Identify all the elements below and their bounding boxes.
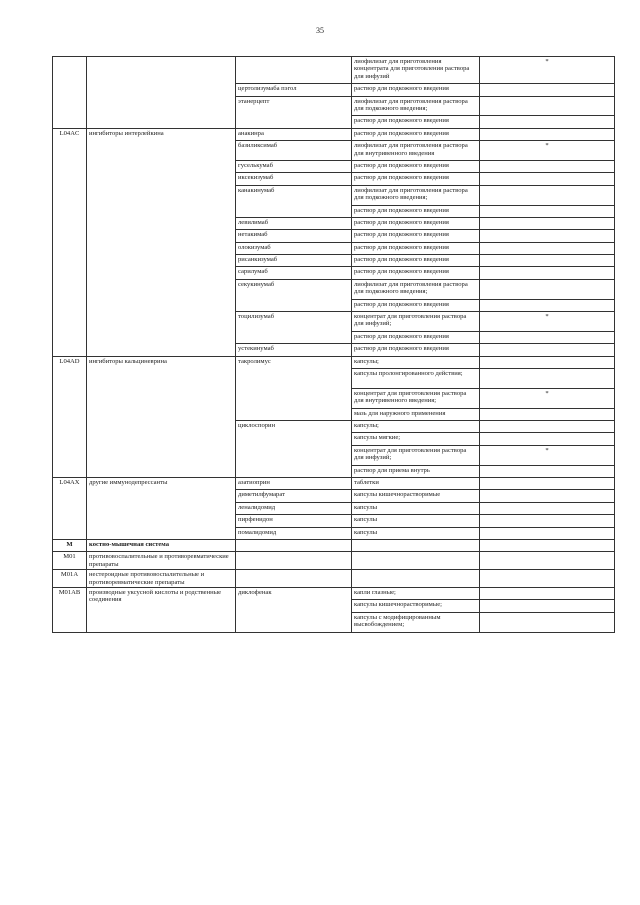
dosage-form-cell bbox=[352, 570, 480, 588]
dosage-form-cell: лиофилизат для приготовления раствора для подкожного введения; bbox=[352, 279, 480, 299]
note-mark-cell bbox=[480, 267, 615, 279]
ingredient-cell: левилимаб bbox=[236, 217, 352, 229]
group-name-cell: ингибиторы кальциневрина bbox=[87, 356, 236, 477]
section-row bbox=[53, 539, 615, 551]
group-name-cell: противовоспалительные и противоревматические препараты bbox=[87, 552, 236, 570]
medication-table bbox=[52, 56, 615, 633]
note-mark-cell bbox=[480, 465, 615, 477]
note-mark-cell bbox=[480, 477, 615, 489]
table-row bbox=[53, 552, 615, 570]
atc-code-cell: M bbox=[53, 539, 87, 551]
atc-code-cell: L04AC bbox=[53, 128, 87, 356]
dosage-form-cell: лиофилизат для приготовления концентрата для приготовления раствора для инфузий bbox=[352, 57, 480, 84]
dosage-form-cell: лиофилизат для приготовления раствора для подкожного введения; bbox=[352, 96, 480, 116]
note-mark-cell bbox=[480, 515, 615, 527]
note-mark-cell bbox=[480, 205, 615, 217]
note-mark-cell bbox=[480, 539, 615, 551]
ingredient-cell: диклофенак bbox=[236, 587, 352, 632]
dosage-form-cell: лиофилизат для приготовления раствора для подкожного введения; bbox=[352, 185, 480, 205]
dosage-form-cell: капсулы пролонгированного действия; bbox=[352, 369, 480, 389]
table-row bbox=[53, 128, 615, 140]
note-mark-cell bbox=[480, 600, 615, 612]
ingredient-cell bbox=[236, 570, 352, 588]
atc-code-cell: L04AX bbox=[53, 477, 87, 539]
ingredient-cell: секукинумаб bbox=[236, 279, 352, 311]
note-mark-cell bbox=[480, 502, 615, 514]
atc-code-cell: M01 bbox=[53, 552, 87, 570]
dosage-form-cell: капсулы; bbox=[352, 356, 480, 368]
dosage-form-cell: раствор для подкожного введения bbox=[352, 84, 480, 96]
dosage-form-cell: мазь для наружного применения bbox=[352, 408, 480, 420]
atc-code-cell bbox=[53, 57, 87, 129]
table-row bbox=[53, 570, 615, 588]
ingredient-cell bbox=[236, 552, 352, 570]
note-mark-cell bbox=[480, 217, 615, 229]
note-mark-cell bbox=[480, 279, 615, 299]
group-name-cell bbox=[87, 57, 236, 129]
note-mark-cell bbox=[480, 369, 615, 389]
page-number: 35 bbox=[316, 26, 324, 35]
note-mark-cell bbox=[480, 242, 615, 254]
ingredient-cell: цертолизумаба пэгол bbox=[236, 84, 352, 96]
note-mark-cell bbox=[480, 527, 615, 539]
dosage-form-cell: капсулы bbox=[352, 527, 480, 539]
dosage-form-cell: раствор для подкожного введения bbox=[352, 230, 480, 242]
ingredient-cell bbox=[236, 57, 352, 84]
note-mark-cell bbox=[480, 185, 615, 205]
note-mark-cell: * bbox=[480, 388, 615, 408]
ingredient-cell: этанерцепт bbox=[236, 96, 352, 128]
dosage-form-cell: капсулы кишечнорастворимые; bbox=[352, 600, 480, 612]
ingredient-cell: гуселькумаб bbox=[236, 160, 352, 172]
ingredient-cell: анакинра bbox=[236, 128, 352, 140]
ingredient-cell: базиликсимаб bbox=[236, 141, 352, 161]
ingredient-cell: диметилфумарат bbox=[236, 490, 352, 502]
note-mark-cell: * bbox=[480, 445, 615, 465]
dosage-form-cell: концентрат для приготовления раствора для инфузий; bbox=[352, 312, 480, 332]
note-mark-cell: * bbox=[480, 57, 615, 84]
atc-code-cell: M01AB bbox=[53, 587, 87, 632]
dosage-form-cell: раствор для подкожного введения bbox=[352, 299, 480, 311]
ingredient-cell: тоцилизумаб bbox=[236, 312, 352, 344]
note-mark-cell bbox=[480, 612, 615, 632]
note-mark-cell bbox=[480, 173, 615, 185]
dosage-form-cell bbox=[352, 552, 480, 570]
note-mark-cell bbox=[480, 552, 615, 570]
group-name-cell: костно-мышечная система bbox=[87, 539, 236, 551]
dosage-form-cell: капсулы мягкие; bbox=[352, 433, 480, 445]
ingredient-cell: олокизумаб bbox=[236, 242, 352, 254]
table-row bbox=[53, 356, 615, 368]
note-mark-cell bbox=[480, 433, 615, 445]
dosage-form-cell: раствор для подкожного введения bbox=[352, 173, 480, 185]
ingredient-cell: нетакимаб bbox=[236, 230, 352, 242]
ingredient-cell: азатиоприн bbox=[236, 477, 352, 489]
group-name-cell: ингибиторы интерлейкина bbox=[87, 128, 236, 356]
dosage-form-cell: раствор для подкожного введения bbox=[352, 255, 480, 267]
note-mark-cell bbox=[480, 356, 615, 368]
dosage-form-cell: концентрат для приготовления раствора для инфузий; bbox=[352, 445, 480, 465]
ingredient-cell: помалидомид bbox=[236, 527, 352, 539]
dosage-form-cell: раствор для приема внутрь bbox=[352, 465, 480, 477]
note-mark-cell bbox=[480, 408, 615, 420]
dosage-form-cell: раствор для подкожного введения bbox=[352, 344, 480, 356]
ingredient-cell: сарилумаб bbox=[236, 267, 352, 279]
table-row bbox=[53, 57, 615, 84]
ingredient-cell: устекинумаб bbox=[236, 344, 352, 356]
note-mark-cell bbox=[480, 84, 615, 96]
dosage-form-cell: капли глазные; bbox=[352, 587, 480, 599]
note-mark-cell bbox=[480, 128, 615, 140]
group-name-cell: нестероидные противовоспалительные и противоревматические препараты bbox=[87, 570, 236, 588]
note-mark-cell bbox=[480, 96, 615, 116]
note-mark-cell bbox=[480, 570, 615, 588]
group-name-cell: производные уксусной кислоты и родственные соединения bbox=[87, 587, 236, 632]
dosage-form-cell: раствор для подкожного введения bbox=[352, 331, 480, 343]
dosage-form-cell: раствор для подкожного введения bbox=[352, 217, 480, 229]
note-mark-cell: * bbox=[480, 312, 615, 332]
note-mark-cell bbox=[480, 116, 615, 128]
ingredient-cell: иксекизумаб bbox=[236, 173, 352, 185]
ingredient-cell bbox=[236, 539, 352, 551]
dosage-form-cell: раствор для подкожного введения bbox=[352, 160, 480, 172]
dosage-form-cell: концентрат для приготовления раствора для внутривенного введения; bbox=[352, 388, 480, 408]
group-name-cell: другие иммунодепрессанты bbox=[87, 477, 236, 539]
dosage-form-cell: раствор для подкожного введения bbox=[352, 267, 480, 279]
ingredient-cell: рисанкизумаб bbox=[236, 255, 352, 267]
note-mark-cell bbox=[480, 255, 615, 267]
ingredient-cell: канакинумаб bbox=[236, 185, 352, 217]
atc-code-cell: M01A bbox=[53, 570, 87, 588]
note-mark-cell bbox=[480, 421, 615, 433]
dosage-form-cell: капсулы bbox=[352, 515, 480, 527]
note-mark-cell bbox=[480, 344, 615, 356]
dosage-form-cell: лиофилизат для приготовления раствора для внутривенного введения bbox=[352, 141, 480, 161]
ingredient-cell: циклоспорин bbox=[236, 421, 352, 478]
dosage-form-cell bbox=[352, 539, 480, 551]
note-mark-cell bbox=[480, 490, 615, 502]
dosage-form-cell: капсулы кишечнорастворимые bbox=[352, 490, 480, 502]
table-row bbox=[53, 477, 615, 489]
ingredient-cell: пирфенидон bbox=[236, 515, 352, 527]
note-mark-cell bbox=[480, 299, 615, 311]
dosage-form-cell: раствор для подкожного введения bbox=[352, 128, 480, 140]
note-mark-cell bbox=[480, 331, 615, 343]
note-mark-cell: * bbox=[480, 141, 615, 161]
table-body bbox=[53, 57, 615, 633]
note-mark-cell bbox=[480, 160, 615, 172]
dosage-form-cell: капсулы; bbox=[352, 421, 480, 433]
dosage-form-cell: раствор для подкожного введения bbox=[352, 116, 480, 128]
ingredient-cell: такролимус bbox=[236, 356, 352, 420]
atc-code-cell: L04AD bbox=[53, 356, 87, 477]
note-mark-cell bbox=[480, 587, 615, 599]
dosage-form-cell: раствор для подкожного введения bbox=[352, 242, 480, 254]
ingredient-cell: леналидомид bbox=[236, 502, 352, 514]
dosage-form-cell: раствор для подкожного введения bbox=[352, 205, 480, 217]
dosage-form-cell: капсулы с модифицированным высвобождением; bbox=[352, 612, 480, 632]
dosage-form-cell: таблетки bbox=[352, 477, 480, 489]
dosage-form-cell: капсулы bbox=[352, 502, 480, 514]
note-mark-cell bbox=[480, 230, 615, 242]
table-row bbox=[53, 587, 615, 599]
